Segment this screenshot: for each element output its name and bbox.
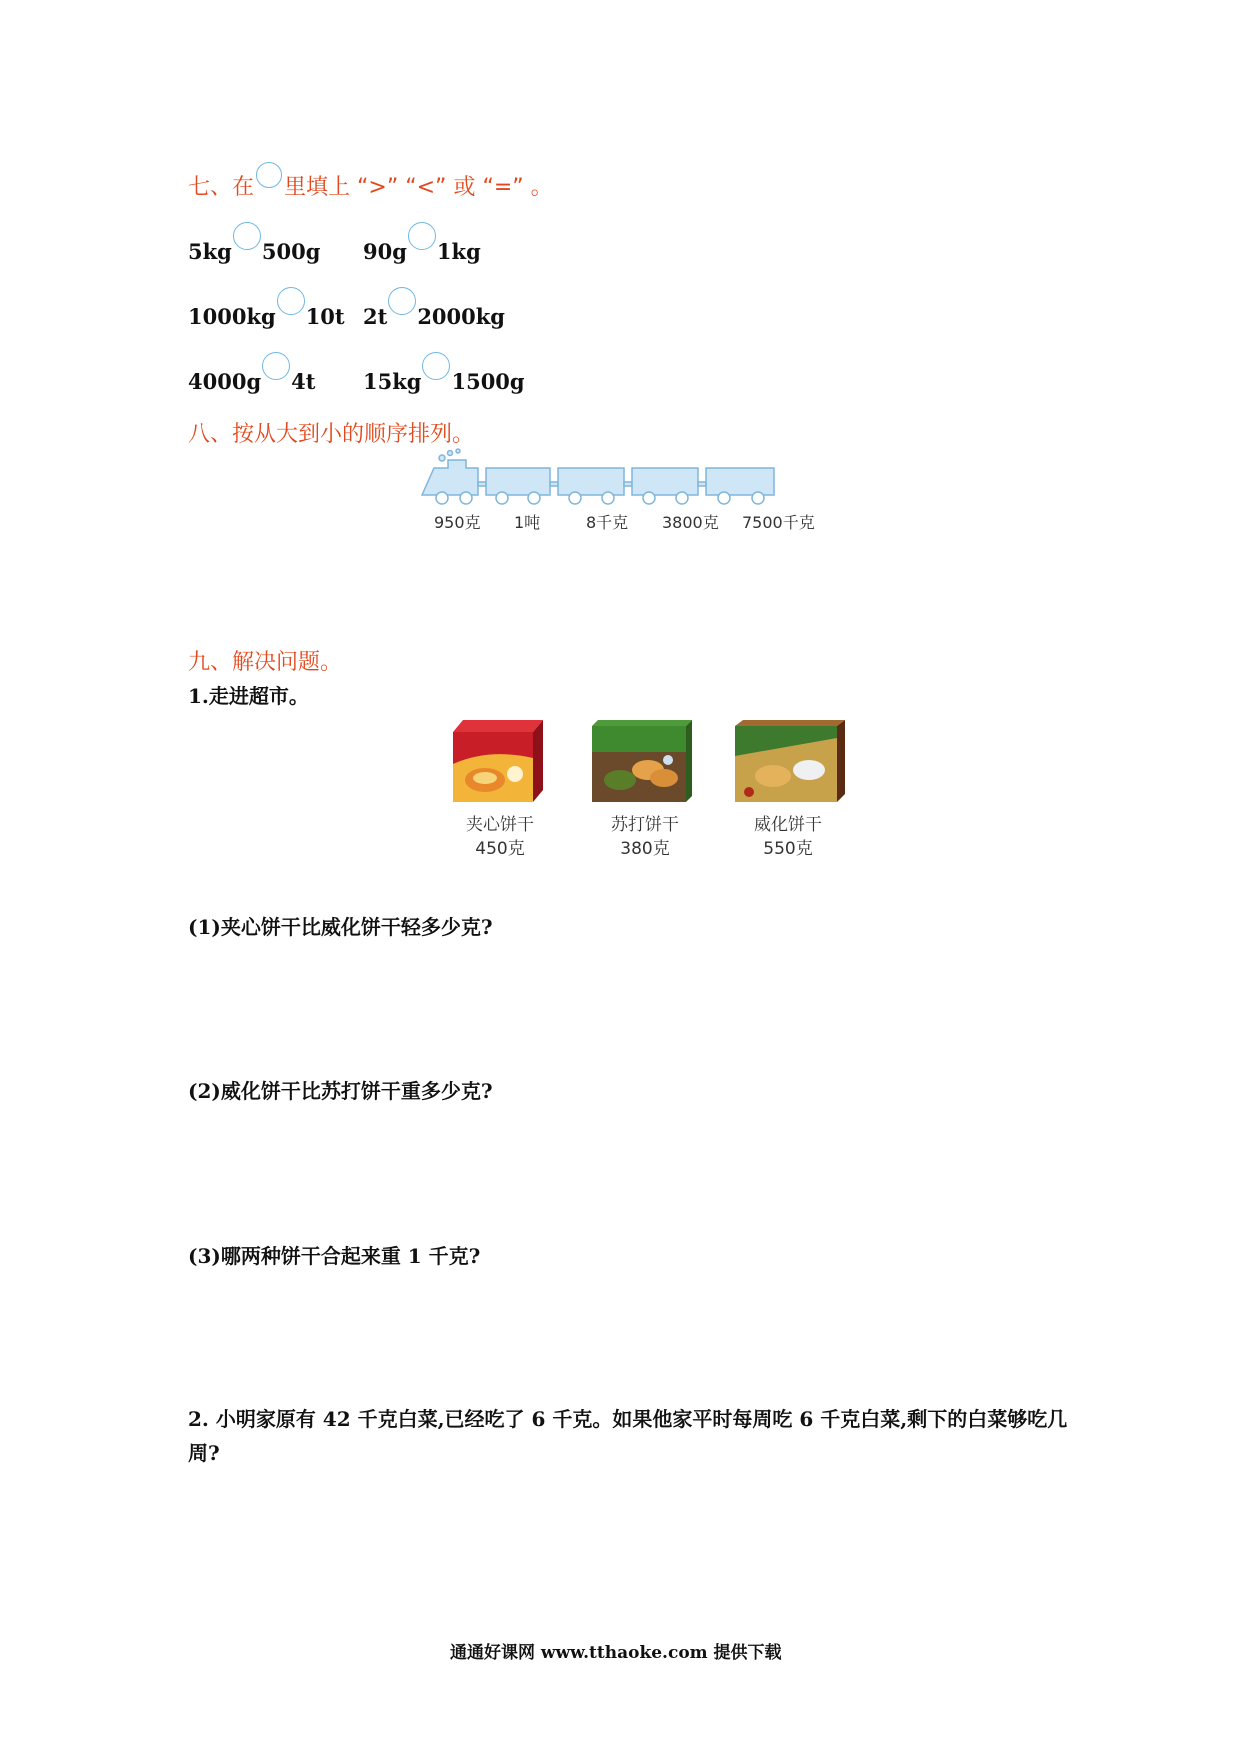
train-label: 1吨 [514,513,541,532]
answer-circle[interactable] [422,352,450,380]
train-illustration [420,448,820,508]
answer-circle[interactable] [233,222,261,250]
train-engine-icon [422,449,478,504]
footer: 通通好课网 www.tthaoke.com 提供下载 [450,1643,782,1663]
answer-circle[interactable] [388,287,416,315]
question-1: (1)夹心饼干比威化饼干轻多少克? [188,915,493,939]
section-9-title: 九、解决问题。 [188,650,343,675]
train-label: 8千克 [586,513,629,532]
product-name: 夹心饼干 [466,815,534,835]
comparison-4: 2t 2000kg [363,301,505,329]
question-2: (2)威化饼干比苏打饼干重多少克? [188,1079,493,1103]
comparison-5: 4000g 4t [188,366,315,394]
problem-2: 2. 小明家原有 42 千克白菜,已经吃了 6 千克。如果他家平时每周吃 6 千克白菜,剩下的白菜够吃几周? [188,1407,1068,1465]
problem-1-title: 1.走进超市。 [188,684,309,708]
answer-circle-icon [256,162,282,188]
train-label: 950克 [434,513,481,532]
train-label: 3800克 [662,513,719,532]
comparison-6: 15kg 1500g [363,366,525,394]
question-3: (3)哪两种饼干合起来重 1 千克? [188,1244,481,1268]
answer-circle[interactable] [277,287,305,315]
product-name: 威化饼干 [754,815,822,835]
comparison-2: 90g 1kg [363,236,481,264]
product-weight: 380克 [620,839,670,859]
soda-cracker-box-icon [590,718,694,804]
comparison-3: 1000kg 10t [188,301,345,329]
answer-circle[interactable] [408,222,436,250]
train-label: 7500千克 [742,513,815,532]
wafer-biscuit-box-icon [733,718,847,804]
sandwich-biscuit-box-icon [449,718,549,804]
product-name: 苏打饼干 [611,815,679,835]
answer-circle[interactable] [262,352,290,380]
section-7-title: 七、在 里填上 “>” “<” 或 “=” 。 [188,170,553,201]
comparison-1: 5kg 500g [188,236,320,264]
section-8-title: 八、按从大到小的顺序排列。 [188,422,475,447]
product-weight: 450克 [475,839,525,859]
product-weight: 550克 [763,839,813,859]
